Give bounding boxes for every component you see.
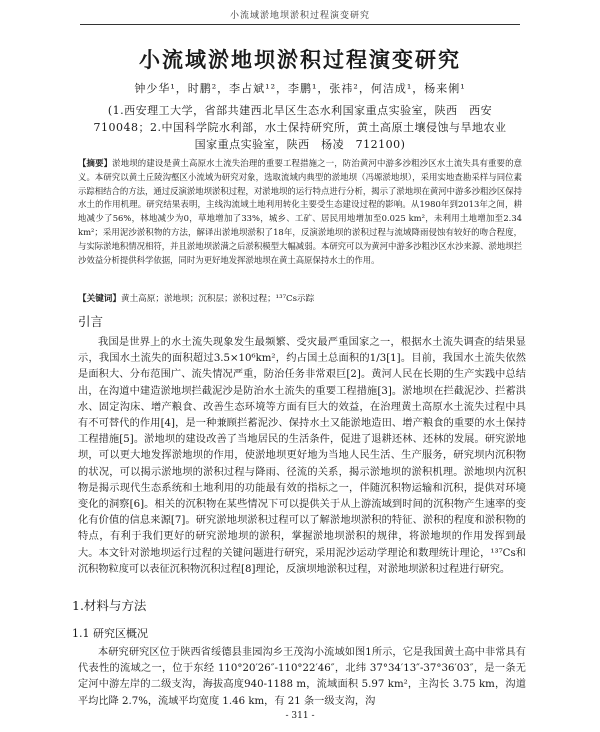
running-header: 小流域淤地坝淤积过程演变研究 (229, 11, 370, 21)
page-number: - 311 - (285, 711, 315, 721)
keywords-label: 【关键词】 (78, 294, 121, 304)
affiliation-line: 国家重点实验室，陕西 杨凌 712100) (194, 138, 406, 151)
keywords (78, 293, 522, 306)
section-heading-introduction: 引言 (78, 314, 104, 329)
affiliation-line: (1.西安理工大学，省部共建西北旱区生态水利国家重点实验室，陕西 西安 (107, 104, 493, 117)
abstract-label: 【摘要】 (78, 158, 113, 168)
section-heading-materials: 1.材料与方法 (72, 598, 147, 613)
author-list: 钟少华¹，时鹏²，李占斌¹²，李鹏¹，张祎²，何洁成¹，杨来俐¹ (134, 82, 466, 95)
keywords-text: 黄土高原；淤地坝；沉积层；淤积过程；¹³⁷Cs示踪 (120, 294, 315, 304)
paper-title: 小流域淤地坝淤积过程演变研究 (139, 47, 461, 72)
abstract (78, 157, 522, 267)
subsection-heading-study-area: 1.1 研究区概况 (72, 627, 148, 640)
study-area-body (78, 645, 526, 710)
study-area-paragraph: 本研究研究区位于陕西省绥德县韭园沟乡王茂沟小流域如图1所示，它是我国黄土高中非常具有代表性的流域之一，位于东经 110°20′26″-110°22′46″，北纬 37°34′13″-37°36′03″，是一条无定河中游左岸的二级支沟，海拔高度940-1188 m，流域面积 5.97 km²，主沟长 3.75 km，沟道平均比降 2.7%，流域平均宽度 1.46 km，有 21 条一级支沟，沟 (78, 647, 526, 707)
introduction-paragraph: 我国是世界上的水土流失现象发生最频繁、受灾最严重国家之一，根据水土流失调查的结果显示，我国水土流失的面积超过3.5×10⁶km²，约占国土总面积的1/3[1]。目前，我国水土流失依然是面积大、分布范围广、流失情况严重，防治任务非常艰巨[2]。黄河人民在长期的生产实践中总结出，在沟道中建造淤地坝拦截泥沙是防治水土流失的重要工程措施[3]。淤地坝在拦截泥沙、拦蓄洪水、固定沟床、增产粮食、改善生态环境等方面有巨大的效益，在治理黄土高原水土流失过程中具有不可替代的作用[4]，是一种兼顾拦蓄泥沙、保持水土又能淤地造田、增产粮食的重要的水土保持工程措施[5]。淤地坝的建设改善了当地居民的生活条件，促进了退耕还林、还林的发展。研究淤地坝，可以更大地发挥淤地坝的作用，使淤地坝更好地为当地人民生活、生产服务，研究坝内沉积物的状况，可以揭示淤地坝的淤积过程与降雨、径流的关系，揭示淤地坝的淤积机理。淤地坝内沉积物是揭示现代生态系统和土地利用的功能最有效的指标之一，伴随沉积物运输和沉积，提供对环境变化的洞察[6]。相关的沉积物在某些情况下可以提供关于从上游流域到时间的沉积物产生速率的变化有价值的信息来源[7]。研究淤地坝淤积过程可以了解淤地坝淤积的特征、淤积的程度和淤积物的特点，有利于我们更好的研究淤地坝的淤积，掌握淤地坝淤积的规律，将淤地坝的作用发挥到最大。本文针对淤地坝运行过程的关键问题进行研究，采用泥沙运动学理论和数理统计理论，¹³⁷Cs和沉积物粒度可以表征沉积物沉积过程[8]理论，反演坝地淤积过程，对淤地坝淤积过程进行研究。 (78, 337, 526, 575)
introduction-body (78, 335, 526, 578)
affiliation-line: 710048；2.中国科学院水利部，水土保持研究所，黄土高原土壤侵蚀与旱地农业 (93, 121, 507, 134)
header-rule (80, 24, 520, 25)
affiliation-block (78, 102, 522, 153)
abstract-text: 淤地坝的建设是黄土高原水土流失治理的重要工程措施之一，防治黄河中游多沙粗沙区水土流失具有重要的意义。本研究以黄土丘陵沟壑区小流域为研究对象，选取流域内典型的淤地坝（冯塬淤地坝），采用实地查勘采样与同位素示踪相结合的方法，通过反演淤地坝淤积过程，对淤地坝的运行特点进行分析，揭示了淤地坝在黄河中游多沙粗沙区保持水土的作用机理。研究结果表明，主线沟流域土地利用转化主要受生态建设过程的影响。从1980年到2013年之间，耕地减少了56%，林地减少为0，草地增加了33%，城乡、工矿、居民用地增加至0.025 km²，未利用土地增加至2.34 km²；采用泥沙淤积物的方法，解译出淤地坝淤积了18年，反演淤地坝的淤积过程与流域降雨侵蚀有较好的吻合程度，与实际淤地积情况相符，并且淤地坝淤满之后淤积模型大幅减弱。本研究可以为黄河中游多沙粗沙区水沙来源、淤地坝拦沙效益分析提供科学依据，同时为更好地发挥淤地坝在黄土高原保持水土的作用。 (78, 158, 523, 265)
